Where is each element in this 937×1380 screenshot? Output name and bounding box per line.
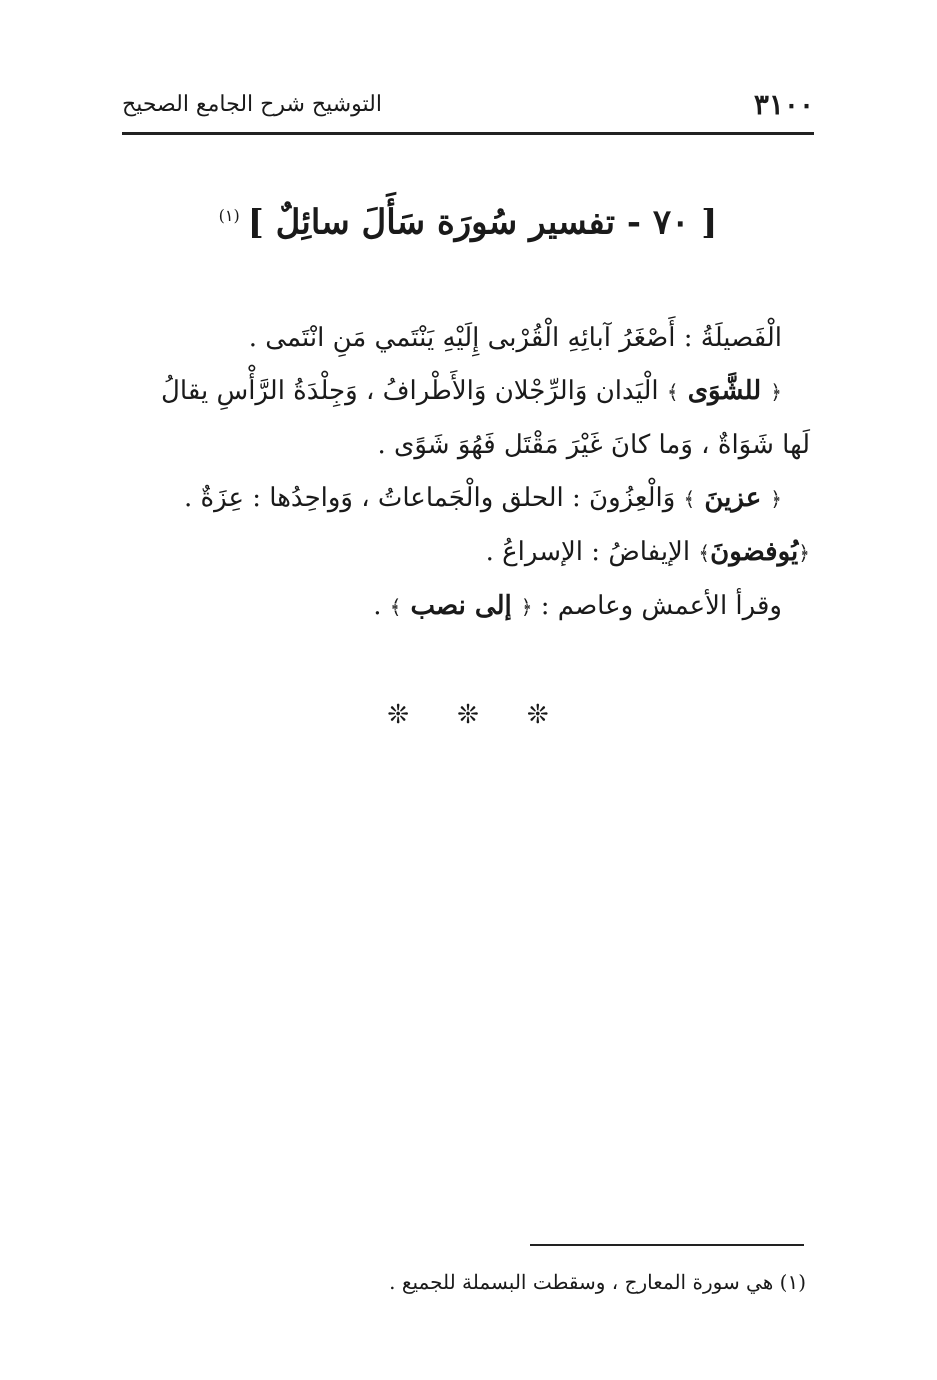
paragraph-text: الإيفاضُ : الإسراعُ . — [485, 537, 691, 567]
paragraph-shawa-continued — [118, 419, 810, 472]
paragraph-text: وقرأ الأعمش وعاصم : — [540, 591, 782, 621]
body-text — [118, 312, 810, 634]
paragraph-izin — [118, 472, 810, 526]
asterism-icon: ❊ — [457, 700, 479, 730]
paragraph-text: الْفَصيلَةُ : أَصْغَرُ آبائِهِ الْقُرْبى إِلَيْهِ يَنْتَمي مَنِ انْتَمى . — [248, 323, 782, 353]
ornament-open-icon: ﴿ — [798, 541, 810, 565]
quran-quote: ﴿ إلى نصب ﴾ — [389, 591, 533, 621]
paragraph-text: وَالْعِزُونَ : الحلق والْجَماعاتُ ، وَواحِدُها : عِزَةٌ . — [184, 483, 676, 513]
paragraph-fasila — [118, 312, 810, 365]
footnote — [122, 1262, 806, 1302]
quran-term: ﴿يُوفضونَ﴾ — [698, 537, 810, 567]
paragraph-yufidun — [118, 526, 810, 580]
asterism-icon: ❊ — [526, 700, 549, 730]
footnote-reference: (١) — [218, 206, 240, 225]
quran-term: ﴿ للشَّوَى ﴾ — [666, 376, 782, 406]
running-title: التوشيح شرح الجامع الصحيح — [122, 92, 382, 117]
paragraph-reading — [118, 580, 810, 634]
ornament-close-icon: ﴾ — [698, 541, 711, 565]
paragraph-text: الْيَدان وَالرِّجْلان وَالأَطْرافُ ، وَجِلْدَةُ الرَّأْسِ يقالُ — [161, 376, 659, 406]
quran-term: ﴿ عزينَ ﴾ — [683, 483, 782, 513]
page-number: ٣١٠٠ — [753, 88, 814, 121]
chapter-title — [122, 186, 814, 246]
ornament-close-icon: ﴾ — [666, 380, 679, 404]
asterism-icon: ❊ — [387, 700, 410, 730]
ornament-close-icon: ﴾ — [683, 487, 696, 511]
header-rule — [122, 132, 814, 135]
ornament-open-icon: ﴿ — [520, 595, 533, 619]
paragraph-text: لَها شَوَاةٌ ، وَما كانَ غَيْرَ مَقْتَل فَهُوَ شَوًى . — [377, 430, 810, 460]
paragraph-tail: . — [373, 591, 382, 621]
ornament-open-icon: ﴿ — [770, 380, 782, 404]
footnote-rule — [530, 1244, 804, 1246]
section-separator — [122, 700, 814, 730]
paragraph-shawa — [118, 365, 810, 419]
ornament-open-icon: ﴿ — [770, 487, 782, 511]
footnote-text: (١) هي سورة المعارج ، وسقطت البسملة للجميع . — [389, 1270, 806, 1294]
chapter-title-text: [ ٧٠ - تفسير سُورَة سَأَلَ سائِلٌ ] — [247, 202, 718, 243]
page-header — [122, 84, 814, 124]
ornament-close-icon: ﴾ — [389, 595, 402, 619]
